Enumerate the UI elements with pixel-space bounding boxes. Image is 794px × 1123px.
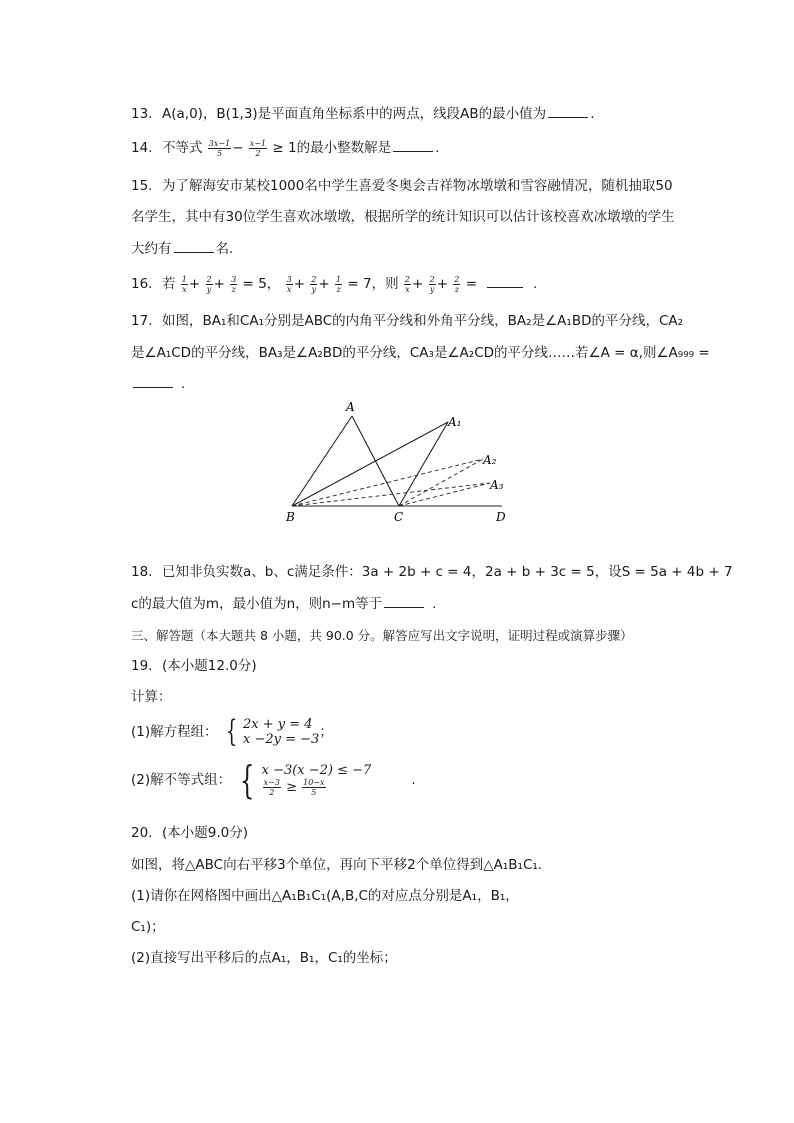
numerator: 1 [181, 274, 187, 284]
numerator: 2 [311, 274, 317, 284]
question-20-line-1 [131, 855, 542, 875]
question-text: 已知非负实数a、b、c满足条件：3a + 2b + c = 4，2a + b + 3c = 5，设S = 5a + 4b + 7 [162, 564, 733, 580]
denominator: 5 [311, 788, 317, 797]
section-title: 三、解答题（本大题共 8 小题，共 90.0 分。解答应写出文字说明，证明过程或演算步骤） [131, 628, 633, 643]
question-number: 13. [131, 106, 153, 122]
denominator: x [405, 284, 410, 294]
fraction [310, 275, 317, 294]
question-text: 大约有 [131, 241, 172, 257]
question-text: 如图，将△ABC向右平移3个单位，再向下平移2个单位得到△A₁B₁C₁. [131, 857, 543, 873]
question-text: 名. [215, 241, 234, 257]
numerator: 3x−1 [208, 138, 231, 148]
question-number: 17. [131, 313, 153, 329]
part-label: (1)解方程组： [131, 724, 218, 740]
fraction [286, 275, 293, 294]
operator: ≥ [286, 780, 297, 795]
punctuation: . [181, 376, 186, 392]
numerator: 3 [231, 274, 237, 284]
question-text: (1)请你在网格图中画出△A₁B₁C₁(A,B,C的对应点分别是A₁，B₁， [131, 888, 519, 904]
question-text: 计算： [131, 689, 172, 705]
punctuation: . [435, 140, 440, 156]
punctuation: . [590, 106, 595, 122]
fraction [230, 275, 237, 294]
answer-blank [133, 375, 173, 388]
section-heading [131, 626, 633, 646]
question-text: 若 [162, 276, 176, 292]
line-CA2 [399, 459, 483, 506]
denominator: x [182, 284, 187, 294]
question-20-line-3 [131, 917, 165, 937]
question-number: 18. [131, 564, 153, 580]
punctuation: . [411, 772, 416, 788]
label-B: B [286, 510, 295, 524]
punctuation: . [533, 276, 538, 292]
question-17-line-1 [131, 311, 683, 331]
numerator: 10−x [303, 778, 325, 787]
numerator: 2 [404, 274, 410, 284]
question-17-line-2 [131, 343, 710, 363]
label-A1: A₁ [448, 415, 462, 429]
fraction [208, 139, 231, 158]
answer-blank [548, 105, 588, 118]
part-label: (2)解不等式组： [131, 772, 232, 788]
denominator: z [454, 284, 459, 294]
question-20-line-2 [131, 886, 519, 906]
question-15-line-1 [131, 176, 673, 196]
fraction [249, 139, 267, 158]
numerator: 3 [286, 274, 292, 284]
label-D: D [496, 510, 506, 524]
punctuation: . [432, 596, 437, 612]
question-18-line-1 [131, 562, 733, 582]
answer-blank [393, 139, 433, 152]
fraction [453, 275, 460, 294]
fraction [429, 275, 436, 294]
denominator: y [311, 284, 317, 294]
question-text: 为了解海安市某校1000名中学生喜爱冬奥会吉祥物冰墩墩和雪容融情况，随机抽取50 [162, 178, 673, 194]
question-20-header [131, 823, 248, 843]
numerator: 1 [336, 274, 342, 284]
equation-row: 2x + y = 4 [243, 717, 313, 732]
numerator: x−3 [263, 778, 280, 787]
denominator: 2 [255, 148, 261, 158]
question-score: (本小题12.0分) [162, 658, 257, 674]
question-15-line-2 [131, 207, 675, 227]
answer-blank [384, 595, 424, 608]
line-BA3 [292, 483, 490, 506]
question-text: 如图，BA₁和CA₁分别是ABC的内角平分线和外角平分线，BA₂是∠A₁BD的平分线，CA₂ [162, 313, 684, 329]
numerator: 2 [429, 274, 435, 284]
denominator: 2 [269, 788, 275, 797]
line-BA2 [292, 459, 483, 506]
denominator: y [429, 284, 435, 294]
fraction [302, 778, 325, 797]
question-text: A(a,0)，B(1,3)是平面直角坐标系中的两点，线段AB的最小值为 [162, 106, 547, 122]
question-score: (本小题9.0分) [162, 825, 249, 841]
geometry-figure [280, 398, 520, 528]
answer-blank [174, 240, 214, 253]
answer-blank [487, 275, 523, 288]
equation-text: = 7，则 [347, 276, 399, 292]
question-number: 20. [131, 825, 153, 841]
fraction [181, 275, 188, 294]
inequality-row [262, 778, 372, 797]
fraction [335, 275, 342, 294]
denominator: z [231, 284, 236, 294]
line-CA3 [399, 483, 490, 506]
numerator: 2 [206, 274, 212, 284]
question-number: 15. [131, 178, 153, 194]
label-C: C [394, 510, 404, 524]
denominator: z [336, 284, 341, 294]
question-19-part-1 [131, 716, 333, 748]
brace-icon: { [225, 714, 238, 749]
question-17-line-3 [131, 374, 185, 394]
question-text: 是∠A₁CD的平分线，BA₃是∠A₂BD的平分线，CA₃是∠A₂CD的平分线……若∠A = α,则∠A₉₉₉ = [131, 345, 710, 361]
numerator: 2 [454, 274, 460, 284]
question-13 [131, 104, 594, 124]
inequality-row: x −3(x −2) ≤ −7 [261, 763, 372, 778]
question-19-part-2 [131, 760, 416, 800]
question-text: (2)直接写出平移后的点A₁，B₁，C₁的坐标； [131, 950, 397, 966]
equation-text: = 5， [242, 276, 281, 292]
question-number: 14. [131, 140, 153, 156]
brace-icon: { [240, 758, 255, 802]
denominator: 5 [216, 148, 223, 158]
numerator: x−1 [249, 138, 267, 148]
label-A3: A₃ [490, 478, 504, 492]
question-14 [131, 138, 439, 158]
line-BA [292, 416, 352, 506]
operator: − [232, 140, 244, 156]
equation-row: x −2y = −3 [243, 732, 320, 747]
question-number: 19. [131, 658, 153, 674]
question-20-line-4 [131, 948, 397, 968]
question-number: 16. [131, 276, 153, 292]
question-18-line-2 [131, 594, 436, 614]
question-text: c的最大值为m，最小值为n，则n−m等于 [131, 596, 383, 612]
label-A2: A₂ [483, 453, 497, 467]
denominator: y [206, 284, 212, 294]
punctuation: ； [319, 724, 333, 740]
fraction [263, 778, 281, 797]
denominator: x [286, 284, 292, 294]
question-text: ≥ 1的最小整数解是 [272, 140, 392, 156]
question-19-header [131, 656, 257, 676]
equation-system [222, 714, 320, 749]
label-A: A [346, 400, 355, 414]
fraction [404, 275, 411, 294]
inequality-system [235, 758, 372, 802]
question-16: 16. 若 $\frac{1}{x}$ + $\frac{2}{y}$ + $\frac{3}{z}$ = 5， $\frac{3}{x}$ + $\frac{2}{y}$ + $\frac{1}{z}$ = 7，则 $\frac{2}{x}$ + $\frac{2}{y}$ + $\frac{2}{z}$ = . [131, 274, 538, 294]
question-text: 名学生，其中有30位学生喜欢冰墩墩，根据所学的统计知识可以估计该校喜欢冰墩墩的学生 [131, 209, 675, 225]
question-15-line-3 [131, 239, 233, 259]
question-text: 不等式 [162, 140, 203, 156]
equation-text: = [465, 276, 477, 292]
question-19-calc [131, 687, 172, 707]
fraction [206, 275, 213, 294]
question-text: C₁)； [131, 919, 165, 935]
line-BA1 [292, 422, 448, 506]
